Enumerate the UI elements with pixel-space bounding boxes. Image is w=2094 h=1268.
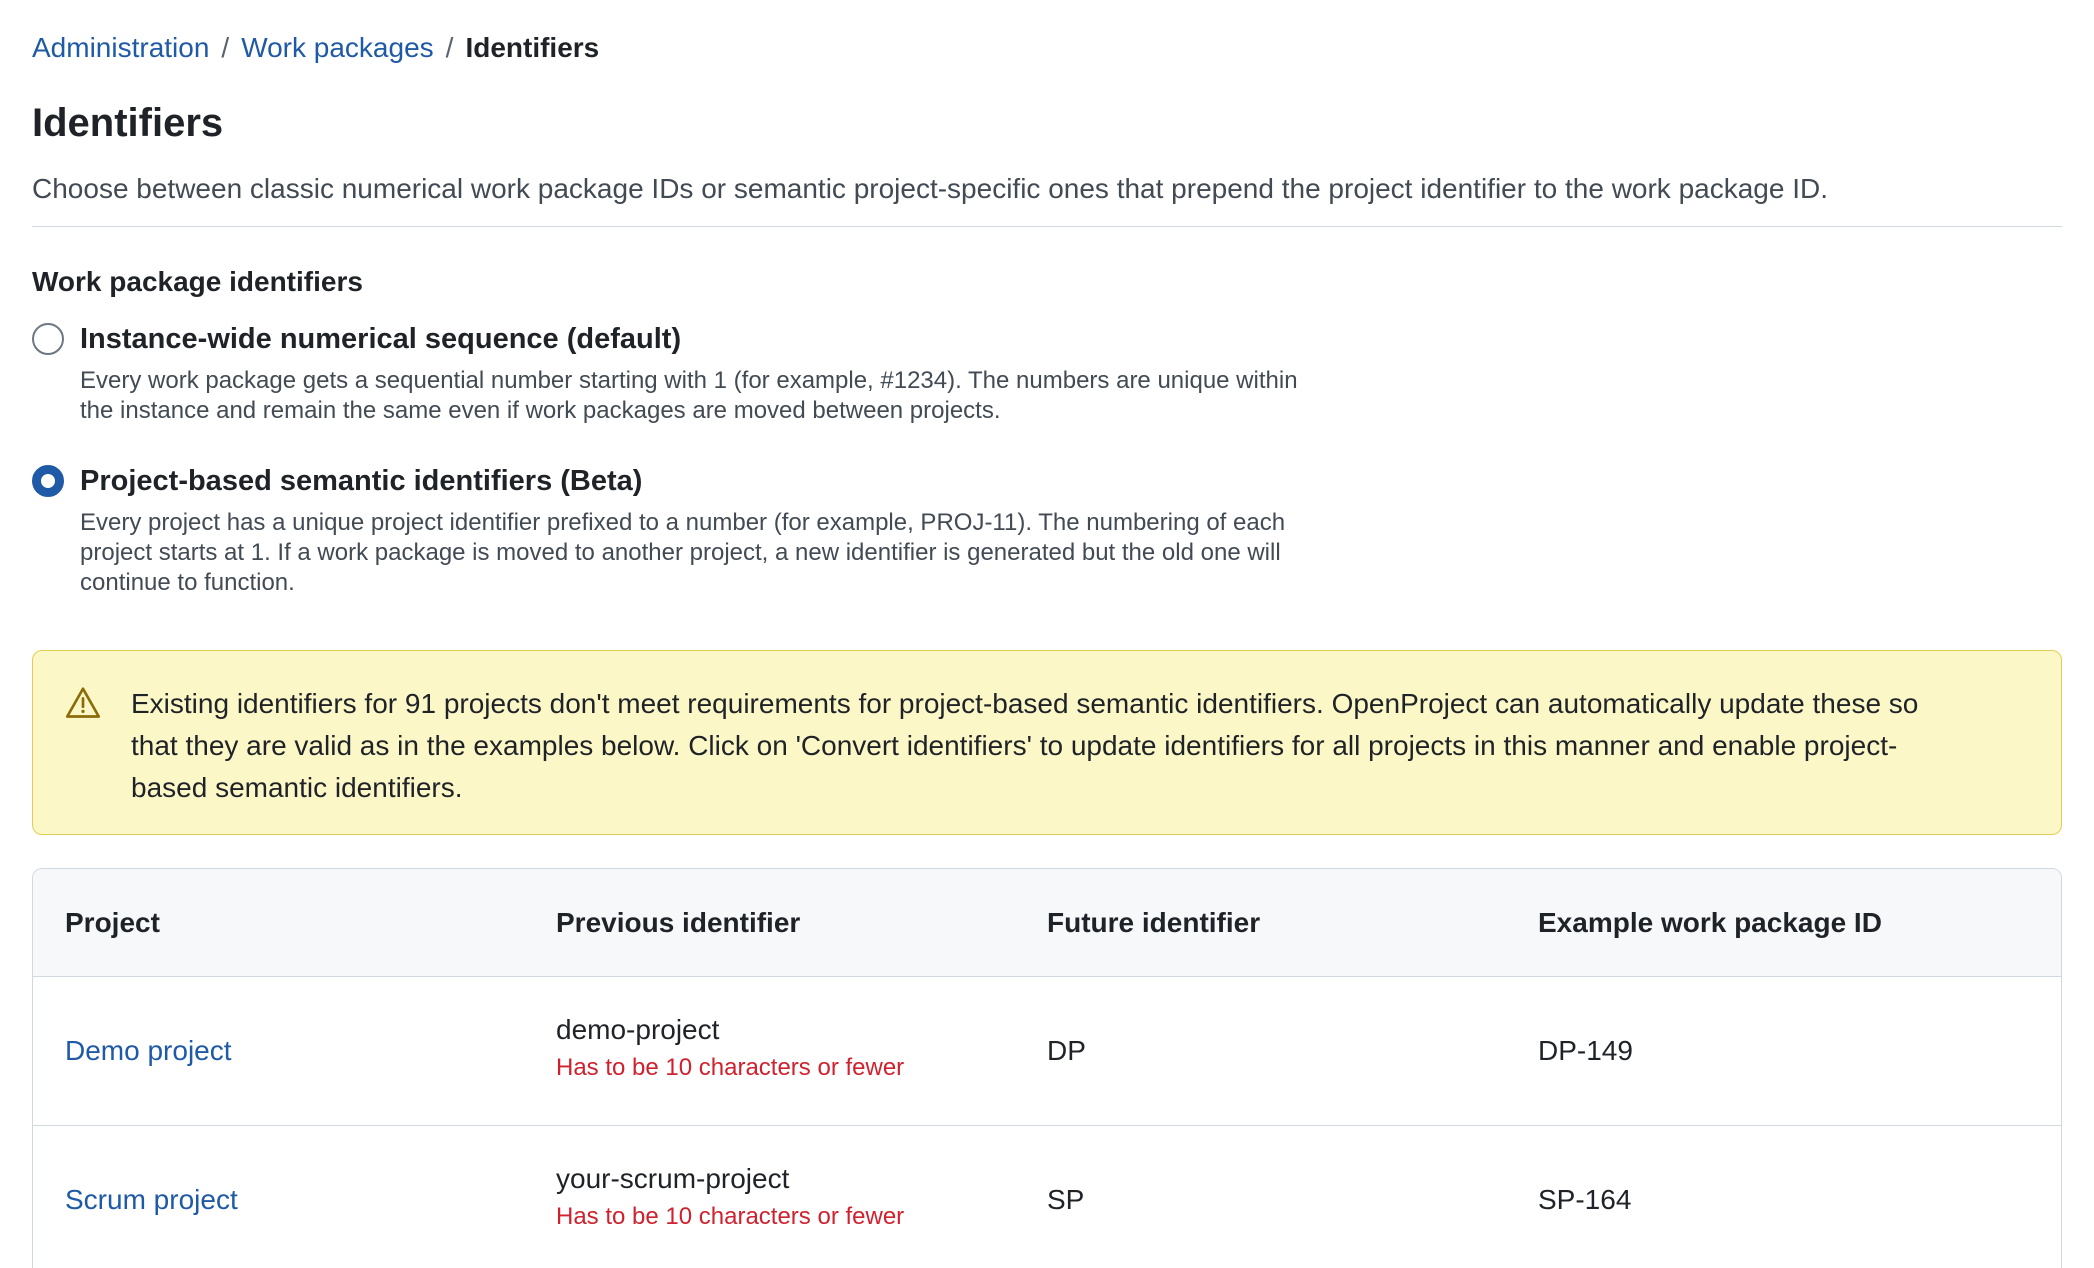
validation-error: Has to be 10 characters or fewer — [556, 1054, 905, 1081]
option-label[interactable]: Project-based semantic identifiers (Beta) — [80, 465, 643, 497]
option-help-line: continue to function. — [80, 569, 295, 596]
option-help-line: the instance and remain the same even if work packages are moved between projects. — [80, 397, 1001, 424]
option-semantic-identifiers — [32, 462, 1392, 598]
cell-example-id: SP-164 — [1538, 1184, 1632, 1215]
breadcrumb-separator: / — [445, 32, 454, 63]
column-header-future-identifier: Future identifier — [1047, 906, 1261, 938]
breadcrumb-link-work-packages[interactable]: Work packages — [241, 32, 434, 63]
divider — [32, 226, 2062, 227]
warning-text-line: that they are valid as in the examples below. Click on 'Convert identifiers' to update identifiers for all projects in this manner and enable project- — [131, 730, 1898, 761]
table-row — [33, 977, 2061, 1126]
warning-text-line: based semantic identifiers. — [131, 772, 463, 803]
radio-numerical-sequence[interactable] — [32, 323, 64, 355]
option-help-line: Every project has a unique project identifier prefixed to a number (for example, PROJ-11). The numbering of each — [80, 509, 1286, 536]
column-header-project: Project — [65, 906, 160, 938]
cell-previous-identifier — [524, 1163, 1015, 1231]
option-label[interactable]: Instance-wide numerical sequence (default) — [80, 323, 682, 355]
project-link[interactable]: Scrum project — [65, 1184, 238, 1215]
table-header — [33, 869, 2061, 977]
cell-future-identifier: SP — [1047, 1184, 1085, 1215]
alert-triangle-icon — [65, 685, 101, 721]
option-help-line: project starts at 1. If a work package is moved to another project, a new identifier is generated but the old one will — [80, 539, 1281, 566]
project-link[interactable]: Demo project — [65, 1035, 232, 1066]
breadcrumb-current: Identifiers — [465, 32, 600, 63]
option-help-line: Every work package gets a sequential number starting with 1 (for example, #1234). The numbers are unique within — [80, 367, 1298, 394]
page-title: Identifiers — [32, 101, 224, 145]
cell-future-identifier: DP — [1047, 1035, 1086, 1066]
warning-text-line: Existing identifiers for 91 projects don't meet requirements for project-based semantic identifiers. OpenProject can automatically update these so — [131, 688, 1919, 719]
breadcrumb-link-administration[interactable]: Administration — [32, 32, 210, 63]
column-header-previous-identifier: Previous identifier — [556, 906, 801, 938]
cell-previous-identifier — [524, 1014, 1015, 1082]
radio-semantic-identifiers[interactable] — [32, 465, 64, 497]
validation-error: Has to be 10 characters or fewer — [556, 1203, 905, 1230]
cell-example-id: DP-149 — [1538, 1035, 1633, 1066]
warning-banner — [32, 650, 2062, 835]
breadcrumb-separator: / — [221, 32, 230, 63]
column-header-example-id: Example work package ID — [1538, 906, 1882, 938]
previous-identifier: your-scrum-project — [556, 1163, 790, 1194]
cell-project — [33, 1035, 524, 1067]
page-description: Choose between classic numerical work package IDs or semantic project-specific ones that prepend the project identifier to the work package ID. — [32, 173, 1829, 204]
breadcrumb — [32, 28, 599, 68]
identifiers-table — [32, 868, 2062, 1268]
option-numerical-sequence — [32, 320, 1392, 426]
option-help — [80, 366, 1392, 426]
cell-project — [33, 1184, 524, 1216]
previous-identifier: demo-project — [556, 1014, 720, 1045]
section-title: Work package identifiers — [32, 266, 363, 297]
table-row — [33, 1126, 2061, 1268]
option-help — [80, 508, 1392, 598]
